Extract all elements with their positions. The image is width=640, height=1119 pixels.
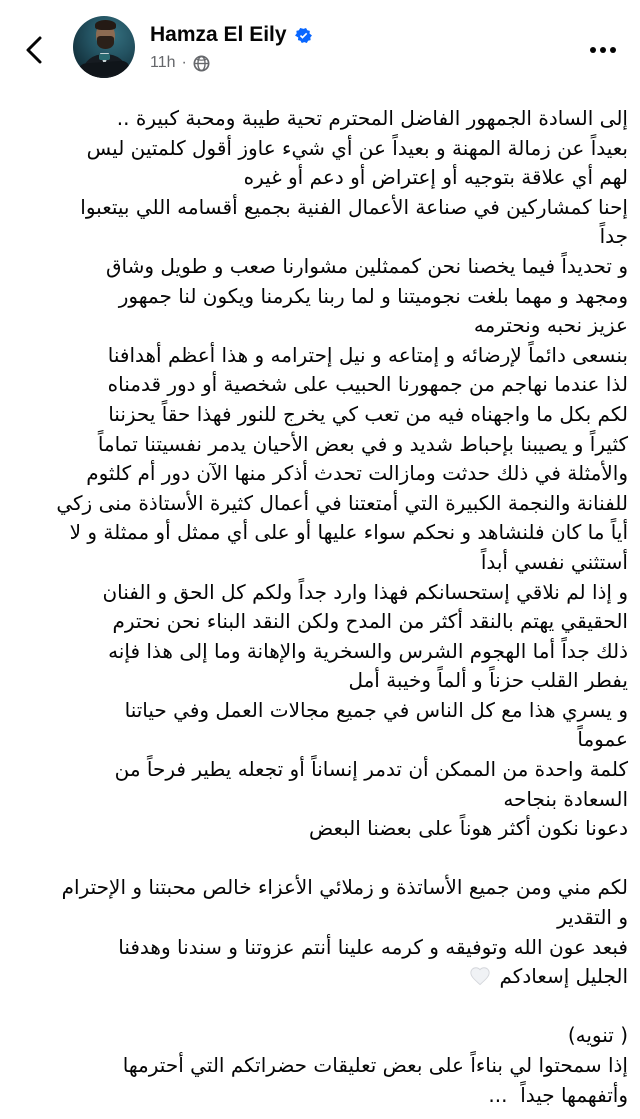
- post-text-line: عموماً: [577, 727, 628, 752]
- more-options-button[interactable]: [580, 30, 626, 70]
- post-text-line: للفنانة والنجمة الكبيرة التي أمتعتنا في أعمال كثيرة الأستاذة منى زكي: [56, 490, 628, 515]
- verified-badge-icon: [294, 26, 313, 45]
- post-text-line: و تحديداً فيما يخصنا نحن كممثلين مشوارنا صعب و طويل وشاق: [106, 253, 628, 278]
- white-heart-emoji: [469, 965, 491, 987]
- post-text-line: و يسري هذا مع كل الناس في جميع مجالات العمل وفي حياتنا: [124, 697, 628, 722]
- post-text-line: الحقيقي يهتم بالنقد أكثر من المدح ولكن النقد البناء نحن نحترم: [112, 609, 628, 634]
- post-text-line: الجليل إسعادكم: [20, 962, 628, 992]
- globe-icon: [193, 55, 210, 72]
- post-text-line: دعونا نكون أكثر هوناً على بعضنا البعض: [308, 816, 628, 841]
- post-text-line: إلى السادة الجمهور الفاضل المحترم تحية طيبة ومحبة كبيرة ..: [116, 106, 628, 130]
- chevron-left-icon: [23, 35, 45, 65]
- avatar-bowtie: [99, 54, 110, 60]
- avatar-beard: [97, 36, 114, 49]
- post-text-line: لهم أي علاقة بتوجيه أو إعتراض أو دعم أو غيره: [243, 165, 628, 190]
- post-text-line: و التقدير: [557, 905, 628, 930]
- post-text-line: أياً ما كان فلنشاهد و نحكم سواء عليها أو على أي ممثل أو ممثلة و لا: [69, 520, 628, 545]
- post-text-line: و إذا لم نلاقي إستحسانكم فهذا وارد جداً ولكم كل الحق و الفنان: [102, 579, 628, 604]
- post-text-line: ذلك جداً أما الهجوم الشرس والسخرية والإهانة وما إلى هذا فإنه: [108, 638, 628, 663]
- ellipsis-icon: [587, 45, 619, 55]
- post-text-line: بنسعى دائماً لإرضائه و إمتاعه و نيل إحترامه و هذا أعظم أهدافنا: [107, 342, 628, 367]
- post-text-line: السعادة بنجاحه: [503, 786, 628, 811]
- header-meta: [150, 23, 313, 72]
- profile-name-row: [150, 23, 313, 47]
- post-meta-row: [150, 54, 313, 72]
- post-text-line: جداً: [599, 224, 628, 249]
- avatar-hair: [95, 20, 116, 30]
- post-text-line: والأمثلة في ذلك حدثت ومازالت تحدث أذكر منها الآن دور أم كلثوم: [86, 461, 628, 486]
- post-text-line: كثيراً و يصيبنا بإحباط شديد و في بعض الأحيان يدمر نفسيتنا تماماً: [97, 431, 628, 456]
- post-text: [0, 100, 640, 1110]
- back-button[interactable]: [12, 30, 56, 70]
- profile-name[interactable]: Hamza El Eily: [150, 23, 287, 46]
- post-text-line: فبعد عون الله وتوفيقه و كرمه علينا أنتم عزوتنا و سندنا وهدفنا: [118, 934, 628, 959]
- post-blank-line: [20, 844, 628, 874]
- post-text-line: أستثني نفسي أبداً: [480, 549, 628, 574]
- timestamp: 11h: [150, 54, 176, 72]
- post-text-line: ومجهد و مهما بلغت نجوميتنا و لما ربنا يكرمنا ويكون لنا جمهور: [118, 283, 628, 308]
- post-text-line: بعيداً عن زمالة المهنة و بعيداً عن أي شيء عاوز أقول كلمتين ليس: [86, 135, 628, 160]
- post-text-line: إحنا كمشاركين في صناعة الأعمال الفنية بجميع أقسامه اللي بيتعبوا: [80, 194, 628, 219]
- post-blank-line: [20, 992, 628, 1022]
- post-text-line: يفطر القلب حزناً و ألماً وخيبة أمل: [348, 668, 628, 693]
- post-text-line: كلمة واحدة من الممكن أن تدمر إنساناً أو تجعله يطير فرحاً من: [114, 757, 628, 782]
- profile-avatar[interactable]: [73, 16, 135, 78]
- post-text-line: إذا سمحتوا لي بناءاً على بعض تعليقات حضراتكم التي أحترمها: [122, 1053, 628, 1077]
- meta-separator: ·: [181, 54, 187, 72]
- post-text-line: ( تنويه): [567, 1023, 628, 1048]
- post-text-line: لذا عندما نهاجم من جمهورنا الحبيب على شخصية أو دور قدمناه: [107, 372, 628, 397]
- post-text-line: عزيز نحبه ونحترمه: [473, 313, 628, 338]
- post-header: [0, 0, 640, 100]
- post-text-line: وأتفهمها جيداً ...: [488, 1082, 628, 1107]
- post-text-line: لكم مني ومن جميع الأساتذة و زملائي الأعزاء خالص محبتنا و الإحترام: [61, 875, 628, 900]
- post-text-line: لكم بكل ما واجهناه فيه من تعب كي يخرج للنور فهذا حقاً يحزننا: [108, 401, 628, 426]
